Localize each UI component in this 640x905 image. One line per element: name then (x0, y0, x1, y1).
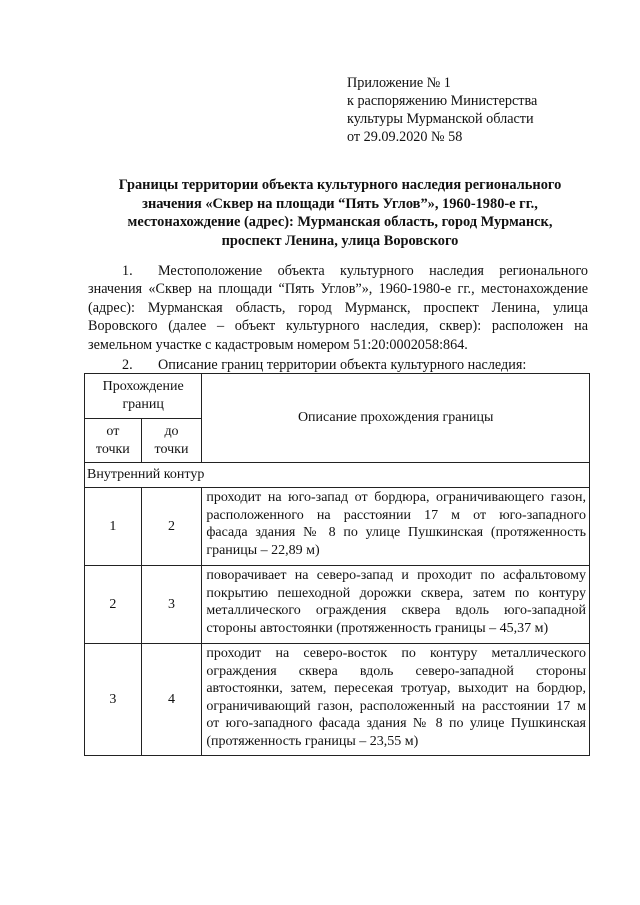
table-header-row (85, 374, 590, 419)
section-2-heading (122, 356, 526, 374)
header-description: Описание прохождения границы (202, 374, 590, 463)
description-line: стороны автостоянки (протяженность границы – 45,37 м) (206, 620, 549, 636)
section-1-number: 1. (122, 263, 133, 279)
contour-row (85, 463, 590, 488)
row-from-point: 1 (85, 488, 142, 566)
description-line: расположенного на расстоянии 17 м от юго-западного (206, 507, 586, 523)
boundaries-table (84, 373, 590, 756)
description-line: фасада здания № 8 по улице Пушкинская (протяженность (206, 525, 586, 541)
appendix-line: от 29.09.2020 № 58 (347, 129, 463, 145)
description-line: (протяженность границы – 23,55 м) (206, 733, 419, 749)
title-line: проспект Ленина, улица Воровского (221, 232, 459, 249)
paragraph-line: (адрес): Мурманская область, город Мурманск, проспект Ленина, улица (88, 299, 588, 316)
description-line: ограждения сквера вдоль северо-западной стороны (206, 663, 586, 679)
table-row (85, 644, 590, 756)
header-from-line: от (106, 423, 120, 439)
description-line: проходит на северо-восток по контуру металлического (206, 646, 586, 661)
header-to-line: точки (154, 441, 189, 457)
section-2-number: 2. (122, 357, 133, 373)
table-row (85, 566, 590, 644)
description-line: покрытию пешеходной дорожки сквера, затем по контуру (206, 585, 586, 601)
header-to-line: до (164, 423, 179, 439)
title-line: Границы территории объекта культурного наследия регионального (118, 177, 562, 193)
title-line: значения «Сквер на площади “Пять Углов”», 1960-1980-е гг., (142, 195, 538, 212)
description-line: ограничивающий газон, расположенный на расстоянии 17 м (206, 698, 586, 714)
appendix-header (347, 74, 537, 146)
section-2-text: Описание границ территории объекта культурного наследия: (158, 357, 527, 373)
row-to-point: 3 (141, 566, 202, 644)
paragraph-text: Местоположение объекта культурного наследия регионального (158, 263, 588, 279)
table-row (85, 488, 590, 566)
description-line: границы – 22,89 м) (206, 542, 320, 558)
appendix-line: Приложение № 1 (347, 75, 451, 91)
paragraph-line: Воровского (далее – объект культурного наследия, сквер): расположен на (88, 318, 588, 335)
row-to-point: 4 (141, 644, 202, 756)
header-from (85, 419, 142, 463)
header-passage-line: Прохождение (102, 379, 184, 395)
document-title (90, 176, 590, 250)
paragraph-line (88, 262, 588, 280)
appendix-line: к распоряжению Министерства (347, 93, 538, 109)
description-line: от юго-западного фасада здания № 8 по улице Пушкинская (206, 716, 586, 732)
header-to (141, 419, 202, 463)
row-description (202, 644, 590, 756)
row-to-point: 2 (141, 488, 202, 566)
title-line: местонахождение (адрес): Мурманская область, город Мурманск, (127, 214, 553, 230)
description-line: автостоянки, затем, пересекая тротуар, выходит на бордюр, (206, 681, 586, 697)
paragraph-line: значения «Сквер на площади “Пять Углов”», 1960-1980-е гг., местонахождение (88, 281, 588, 298)
row-from-point: 2 (85, 566, 142, 644)
row-from-point: 3 (85, 644, 142, 756)
header-passage-line: границ (122, 397, 164, 412)
row-description (202, 488, 590, 566)
description-line: проходит на юго-запад от бордюра, ограничивающего газон, (206, 490, 586, 505)
header-from-line: точки (95, 441, 130, 457)
header-passage (85, 374, 202, 419)
description-line: металлического ограждения сквера вдоль юго-западной (206, 603, 586, 619)
appendix-line: культуры Мурманской области (347, 111, 534, 127)
paragraph-line: земельном участке с кадастровым номером 51:20:0002058:864. (88, 336, 468, 353)
description-line: поворачивает на северо-запад и проходит по асфальтовому (206, 568, 586, 583)
row-description (202, 566, 590, 644)
contour-label: Внутренний контур (85, 463, 590, 488)
section-1-paragraph (88, 262, 588, 354)
